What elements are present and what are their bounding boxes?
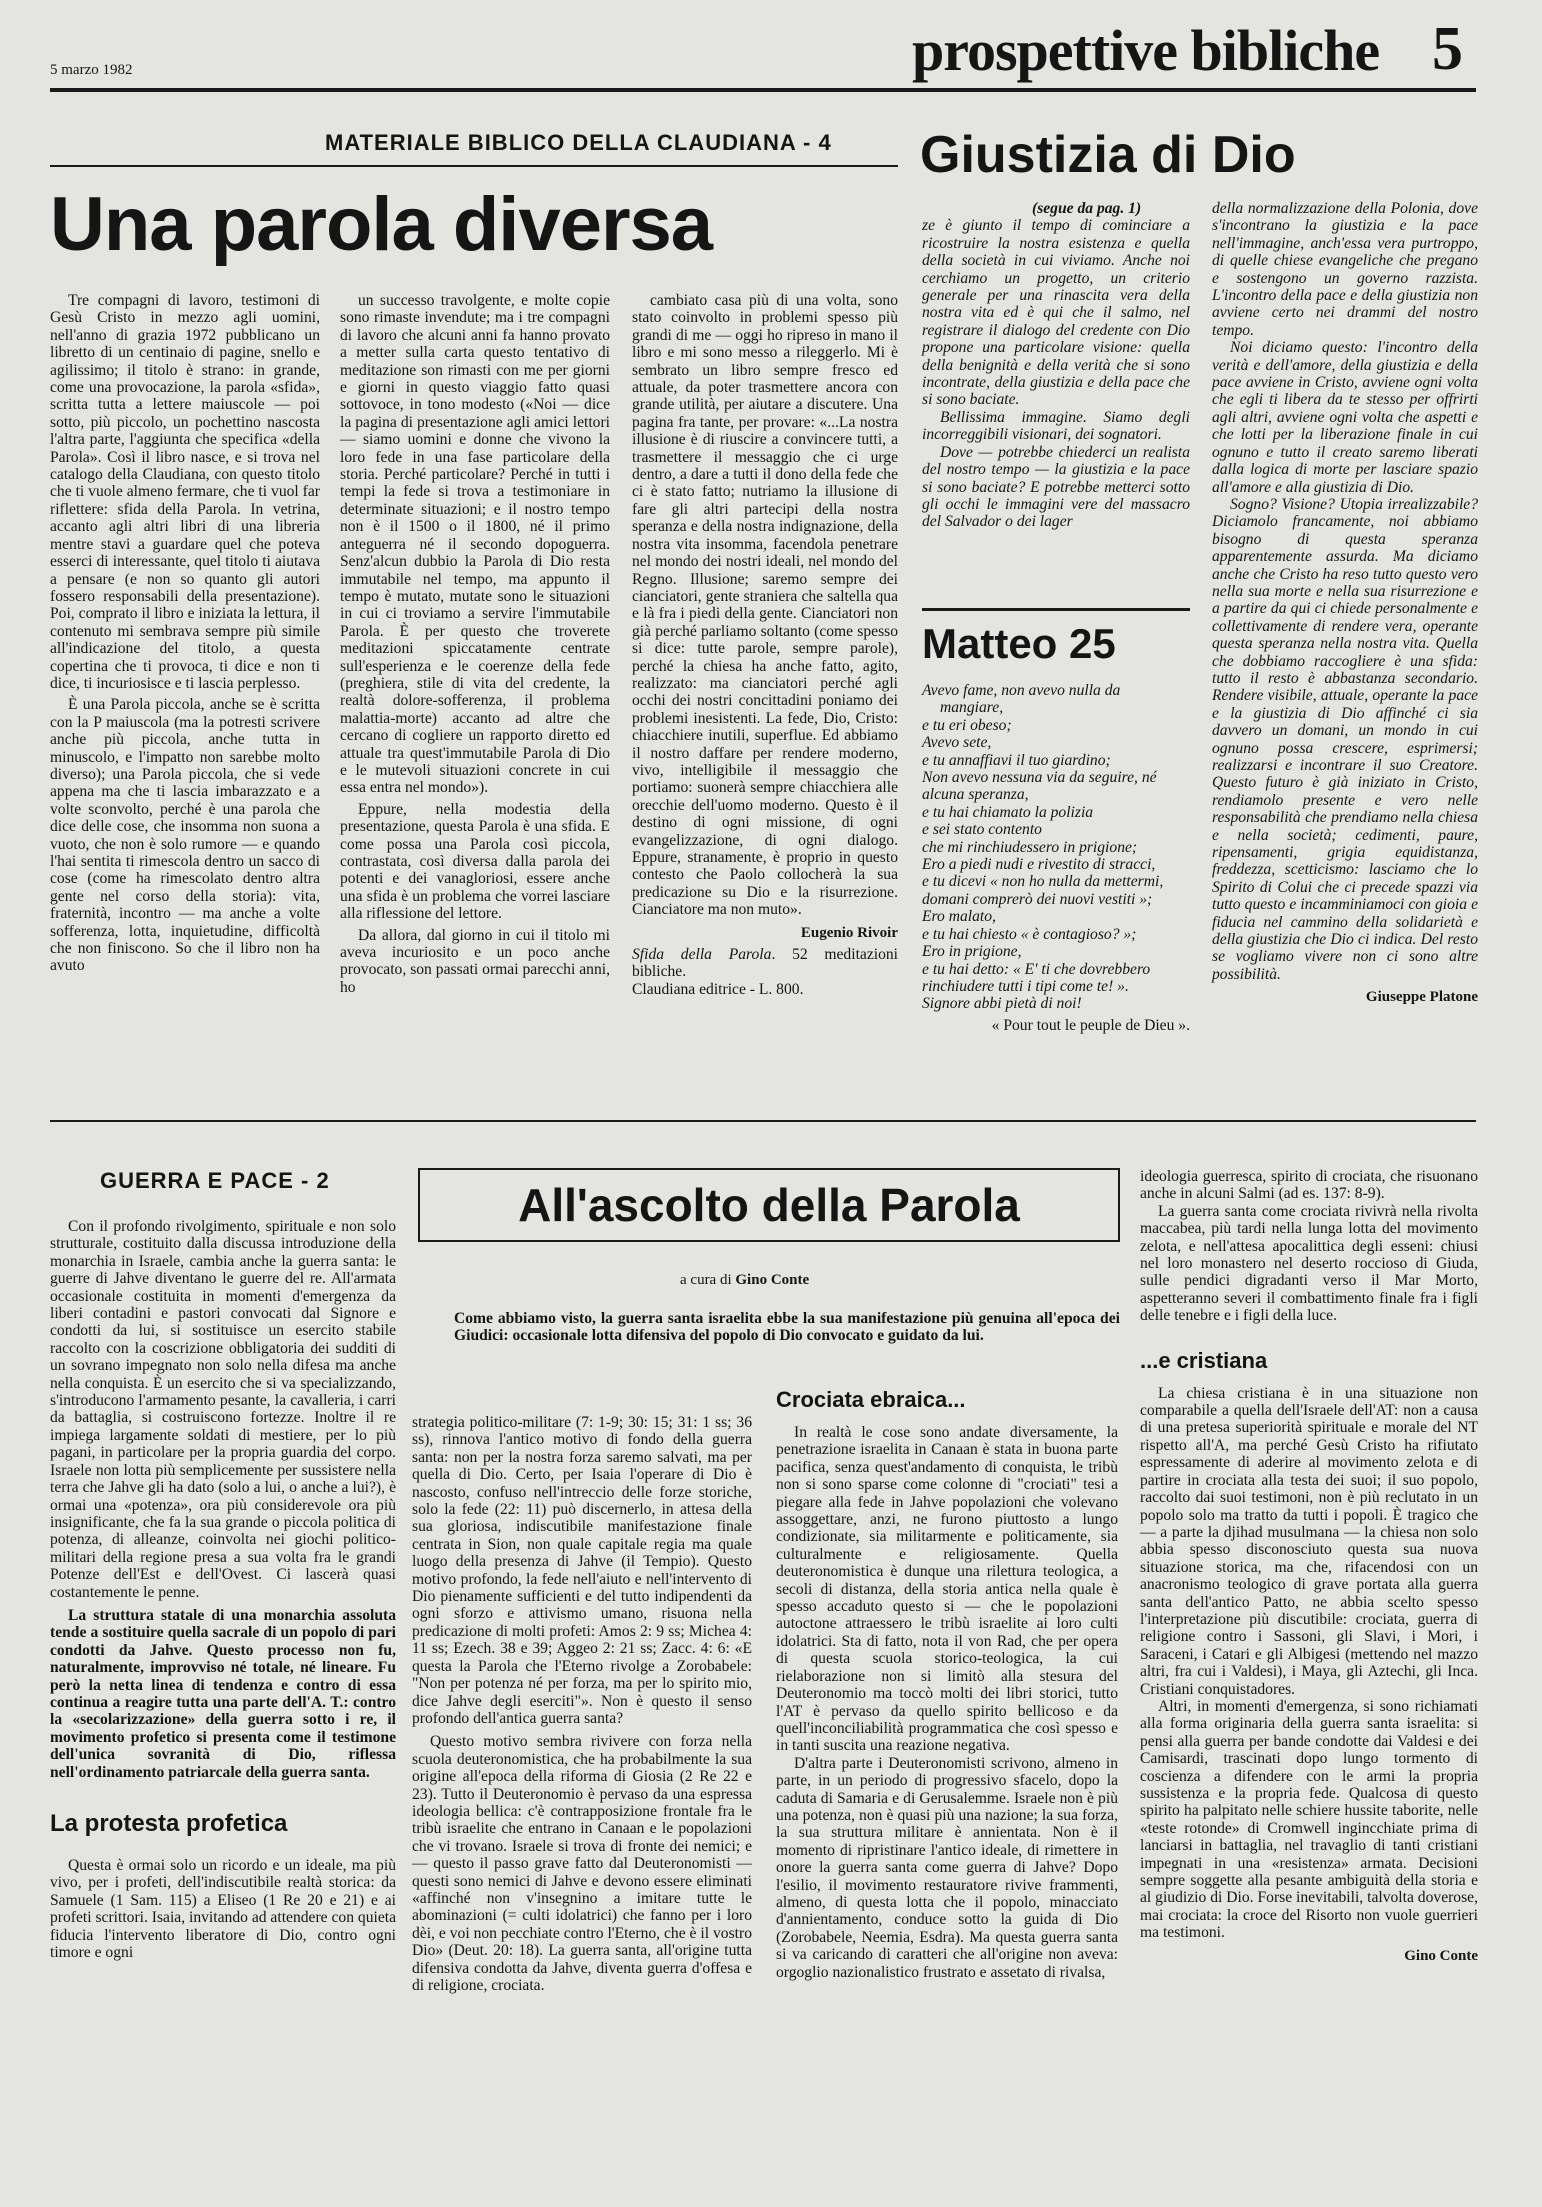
article1-paragraph: cambiato casa più di una volta, sono stato coinvolto in problemi spesso più grandi di me — oggi ho ripreso in mano il libro e mi sono messo a rileggerlo. Mi è sembrato un libro sempre fresco ed attuale, da poter trasmettere ancora con grande utilità, per aiutare a discutere. Una pagina fra tante, per provare: «...La nostra illusione è di riuscire a convincere tutti, a trasmettere il messaggio che ci urge dentro, a dare a tutti il dono della fede che ci è stato fatto; nutriamo la illusione di fare gli altri partecipi della nostra speranza e della nostra indignazione, della nostra vita insomma, facendola penetrare nel mondo dei nostri ideali, nel mondo del Regno. Illusione; saremo sempre dei cianciatori, gente straniera che saltella qua e là fra i piedi della gente. Cianciatori non già perché parliamo soltanto (come spesso si dice: tutte parole, sempre parole), perché la chiesa ha anche fatto, agito, realizzato: ma cianciatori perché agli occhi dei nostri concittadini poniamo dei problemi inesistenti. La fede, Dio, Cristo: chiacchiere inutili, superflue. Ed abbiamo il nostro daffare per rendere moderno, vivo, intelligibile il messaggio che portiamo: suonerà sempre chiacchiera alle orecchie dell'uomo moderno. Questo è il destino di ogni missione, di ogni evangelizzazione, di ogni dialogo. Eppure, stranamente, è proprio in questo contesto che Paolo collocherà la sua predicazione su Dio e la risurrezione. Cianciatore ma non muto». <box>632 292 898 919</box>
poem-line: Avevo fame, non avevo nulla da <box>922 682 1121 699</box>
article1-paragraph: Tre compagni di lavoro, testimoni di Gesù Cristo in mezzo agli uomini, nell'anno di grazia 1972 pubblicano un libretto di un centinaio di pagine, snello e agilissimo; il titolo è strano: in grande, come una provocazione, la parola «sfida», scritta tutta a lettere maiuscole — poi sotto, più piccolo, un pochettino nascosta l'altra parte, l'aggiunta che specifica «della Parola». Così il libro nasce, e si trova nel catalogo della Claudiana, con questo titolo che ti vuole almeno fermare, che ti vuol far riflettere: sfida della Parola. In vetrina, accanto agli altri libri di una libreria mentre stavi a guardare quel che poteva esserci di interessante, quel titolo ti aiutava a pensare (e non so quanto gli autori fossero responsabili della presentazione). Poi, comprato il libro e iniziata la lettura, il contenuto mi sembrava sempre più simile all'indicazione del titolo, a questa copertina che ti provoca, ti dice e non ti dice, ti incuriosisce e ti lascia perplesso. <box>50 292 320 692</box>
article2-paragraph: della normalizzazione della Polonia, dove s'incontrano la giustizia e la pace nell'immagine, anch'essa vera purtroppo, di quelle chiese evangeliche che pregano e sostengono un governo razzista. L'incontro della pace e della giustizia non avviene certo nei drammi del nostro tempo. <box>1212 200 1478 339</box>
poem-line: mangiare, <box>940 699 1004 717</box>
article3-paragraph: Questo motivo sembra rivivere con forza nella scuola deuteronomistica, che ha probabilmente la sua origine all'epoca della riforma di Giosia (2 Re 22 e 23). Tutto il Deuteronomio è pervaso da una espressa ideologia bellica: c'è contrapposizione frontale fra le tribù israelite che entrano in Canaan e le popolazioni che vi trovano. Israele si trova di fronte dei nemici; e — questo il passo grave fatto dal Deuteronomisti — questi sono nemici di Jahve e devono essere eliminati «affinché non v'insegnino a imitare tutte le abominazioni (= culti idolatrici) che fanno per i loro dèi, e voi non pecchiate contro l'Eterno, che è il vostro Dio» (Deut. 20: 18). La guerra santa, all'origine tutta difensiva condotta da Jahve, diventa guerra d'offesa e di religione, crociata. <box>412 1733 752 1994</box>
article3-lead: Come abbiamo visto, la guerra santa israelita ebbe la sua manifestazione più genuina all'epoca dei Giudici: occasionale lotta difensiva del popolo di Dio convocato e guidato da lui. <box>454 1310 1120 1345</box>
article3-paragraph: La chiesa cristiana è in una situazione non comparabile a quella dell'Israele dell'AT: non a causa di una pretesa superiorità spirituale e morale del NT rispetto all'A, ma perché Gesù Cristo ha rifiutato espressamente di aderire al movimento zelota e di partire in crociata alla testa dei suoi; il suo popolo, raccolto dai suoi testimoni, non è più reclutato in un popolo solo ma tratto da tutti i popoli. È tragico che — a parte la djihad musulmana — la chiesa non solo abbia spesso disconosciuto questa sua nuova situazione storica, ma che, rifacendosi con un anacronismo teologico di grave portata alla guerra santa dell'antico Patto, ne abbia scelto spesso l'interpretazione più discutibile: crociata, guerra di religione contro i Sassoni, gli Slavi, i Mori, i Saraceni, i Catari e gli Albigesi (mettendo nel mazzo altri, fra cui i Valdesi), i Maya, gli Aztechi, gli Inca. Cristiani conquistadores. <box>1140 1384 1478 1698</box>
article3-paragraph: La struttura statale di una monarchia assoluta tende a sostituire quella sacrale di un popolo di pari condotti da Jahve. Questo processo non fu, naturalmente, improvviso né totale, né lineare. Fu però la netta linea di tendenza e contro di essa continua a reagire tutta una parte dell'A. T.: contro la «secolarizzazione» della guerra sotto i re, il movimento profetico si presenta come il testimone dell'unica sovranità di Dio, riflessa nell'ordinamento patriarcale della guerra santa. <box>50 1606 396 1781</box>
poem-text <box>922 682 1190 1034</box>
article3-column-4 <box>1140 1168 1478 1965</box>
article3-paragraph: Altri, in momenti d'emergenza, si sono richiamati alla forma originaria della guerra santa israelita: si pensi alla guerra per bande condotte dai Valdesi e dei Camisardi, trascinati dopo lungo tormento di coscienza a difendere con le armi la propria sussistenza e la propria fede. Qualcosa di questo spirito ha palpitato nelle schiere hussite taborite, nelle «teste rotonde» di Cromwell ingincchiate prima di lanciarsi in battaglia, nel travaglio di tanti cristiani impegnati in una «resistenza» armata. Decisioni sempre soggette alla pesante ambiguità della storia e al giudizio di Dio. Forse inevitabili, talvolta doverose, mai crociata: la croce del Risorto non vuole guerrieri ma testimoni. <box>1140 1697 1478 1942</box>
article2-paragraph: Sogno? Visione? Utopia irrealizzabile? Diciamolo francamente, noi abbiamo bisogno di questa speranza apparentemente assurda. Ma diciamo anche che Cristo ha reso tutto questo vero nella sua morte e nella sua risurrezione e a partire da qui ci chiede personalmente e collettivamente di rendere vera, operante questa speranza nella nostra vita. Quella che dobbiamo raccogliere è una sfida: tutto il resto è abbastanza secondario. Rendere visibile, attuale, operante la pace e la giustizia di Dio affinché ci sia davvero un domani, un mondo in cui ognuno possa crescere, esprimersi; realizzarsi e incontrare il suo Creatore. Questo futuro è già iniziato in Cristo, rendiamolo presente e vero nelle responsabilità che prendiamo nella chiesa e nella società; cedimenti, paure, ripensamenti, grigia equidistanza, freddezza, scetticismo: lasciamo che lo Spirito di Colui che ci precede spazzi via tutto questo e incamminiamoci con gioia e fiducia nel cammino della solidarietà e della giustizia che Dio ci indica. Del resto se vogliamo vivere non ci sono altre possibilità. <box>1212 495 1478 983</box>
article3-author: Gino Conte <box>1404 1947 1478 1964</box>
subhead-protesta: La protesta profetica <box>50 1810 288 1837</box>
article1-paragraph: un successo travolgente, e molte copie sono rimaste invendute; ma i tre compagni di lavoro che alcuni anni fa hanno provato a metter sulla carta questo tentativo di meditazione son rimasti con me per giorni e giorni in questo viaggio fatto quasi sottovoce, in tono modesto («Noi — dice la pagina di presentazione agli amici lettori — siamo uomini e donne che vivono la loro fede in una fase particolare della storia. Perché particolare? Perché in tutti i tempi la fede si trova a testimoniare in determinate situazioni; e il nostro tempo non è il 1500 o il 1800, né il primo anteguerra né il secondo dopoguerra. Senz'alcun dubbio la Parola di Dio resta immutabile nel tempo, ma appunto il tempo è mutato, mutate sono le situazioni in cui ci troviamo a servire l'immutabile Parola. È per questo che troverete meditazioni spiccatamente centrate sull'esperienza e le coerenze della fede (preghiera, stile di vita del credente, la realtà dolore-sofferenza, il problema malattia-morte) accanto ad altre che cercano di cogliere un rapporto diretto ed attuale tra quest'immutabile Parola di Dio e le mutevoli situazioni concrete in cui essa entra nel mondo»). <box>340 292 610 797</box>
poem-line: Non avevo nessuna via da seguire, né alcuna speranza, <box>922 769 1157 804</box>
book-info: . 52 meditazioni bibliche. <box>632 946 898 981</box>
article2-paragraph: Noi diciamo questo: l'incontro della verità e dell'amore, della giustizia e della pace avviene in Cristo, avviene ogni volta che egli ti libera da te stesso per offrirti agli altri, avviene ogni volta che aspetti e che lotti per la liberazione finale in cui ognuno e tutto il creato saremo liberati dalla logica di morte per lasciare spazio all'amore e alla giustizia di Dio. <box>1212 339 1478 496</box>
masthead-rule <box>50 88 1476 92</box>
poem-top-rule <box>922 608 1190 611</box>
article2-title: Giustizia di Dio <box>920 126 1296 184</box>
article3-column-1 <box>50 1218 396 1961</box>
poem-line: e tu dicevi « non ho nulla da mettermi, <box>922 873 1164 891</box>
article2-paragraph: ze è giunto il tempo di cominciare a ricostruire la nostra esistenza e quella della società in cui viviamo. Anche noi cerchiamo un progetto, un criterio generale per una rinascita vera della nostra vita ed è qui che il salmo, nel registrare il dialogo del credente con Dio propone una particolare visione: quella della benignità e della verità che si sono incontrate, della giustizia e della pace che si sono baciate. <box>922 217 1190 409</box>
article3-column-2 <box>412 1414 752 1994</box>
article1-title: Una parola diversa <box>50 182 713 267</box>
newspaper-title: prospettive bibliche <box>912 18 1380 83</box>
subhead-cristiana: ...e cristiana <box>1140 1347 1268 1373</box>
book-title: Sfida della Parola <box>632 946 772 964</box>
article1-paragraph: È una Parola piccola, anche se è scritta con la P maiuscola (ma la potresti scrivere anche più piccola, anche tutta in minuscolo, e l'impatto non sarebbe molto diverso); una Parola piccola, che si vede appena ma che ti lascia imbarazzato e a volte sconvolto, perché è una parola che dice delle cose, che insomma non suona a vuoto, che non è solo rumore — e quando l'hai sentita ti rimescola dentro un sacco di cose (come ha rimescolato dentro altra gente nel corso della storia): vita, fraternità, incontro — ma anche a volte sofferenza, lotta, inquietudine, difficoltà che non finiscono. So che il libro non ha avuto <box>50 696 320 975</box>
article2-paragraph: Dove — potrebbe chiederci un realista del nostro tempo — la giustizia e la pace si sono baciate? E potrebbe metterci sotto gli occhi le immagini vere del massacro del Salvador o dei lager <box>922 443 1190 531</box>
poem-line: che mi rinchiudessero in prigione; <box>922 838 1138 856</box>
article1-kicker: MATERIALE BIBLICO DELLA CLAUDIANA - 4 <box>325 130 832 155</box>
article3-column-3 <box>776 1386 1118 1981</box>
page-number: 5 <box>1432 15 1463 83</box>
article3-paragraph: Questa è ormai solo un ricordo e un ideale, ma più vivo, per i profeti, dell'indiscutibile realtà storica: da Samuele (1 Sam. 115) a Eliseo (1 Re 20 e 21) e ai profeti scrittori. Isaia, invitando ad attendere con quieta fiducia l'intervento liberatore di Dio, contro ogni timore e ogni <box>50 1857 396 1962</box>
article2-paragraph: Bellissima immagine. Siamo degli incorreggibili visionari, dei sognatori. <box>922 408 1190 444</box>
section-rule <box>50 1120 1476 1122</box>
article3-paragraph: In realtà le cose sono andate diversamente, la penetrazione israelita in Canaan è stata in buona parte pacifica, senza quest'andamento di conquista, le tribù non si sono sparse come colonne di "crociati" tesi a piegare alla fede in Jahve popolazioni che volevano assoggettare, anzi, ne furono piuttosto a lungo condizionate, sia militarmente e politicamente, sia culturalmente e religiosamente. Quella deuteronomistica è dunque una rilettura teologica, a secoli di distanza, della storia antica nella quale è spesso accaduto questo si — che le popolazioni autoctone attraessero le tribù israelite ai loro culti idolatrici. Sta di fatto, nota il von Rad, che per opera di questa scuola storico-teologica, la cui rielaborazione non si limitò alla stesura del Deuteronomio ma toccò molti dei libri storici, tutto l'AT è pervaso da quello spirito bellicoso e da quell'inconciliabilità programmatica che così spesso e in tanti suscita una reazione negativa. <box>776 1424 1118 1755</box>
article3-paragraph: strategia politico-militare (7: 1-9; 30: 15; 31: 1 ss; 36 ss), rinnova l'antico motivo di fondo della guerra santa: non per la nostra forza saremo salvati, ma per quella di Dio. Certo, per Isaia l'operare di Dio è nascosto, confuso nell'intreccio delle forze storiche, solo la fede (22: 11) può discernerlo, in attesa della sua gloriosa, indiscutibile manifestazione finale centrata in Sion, non quale capitale regia ma quale luogo della presenza di Jahve (il Tempio). Questo motivo profondo, la fede nell'aiuto e nell'intervento di Dio pienamente sufficienti e del tutto indipendenti da ogni sforzo e attivismo umano, risuona nella predicazione di molti profeti: Amos 2: 9 ss; Michea 4: 11 ss; Ezech. 38 e 39; Aggeo 2: 21 ss; Zacc. 4: 6: «E questa la Parola che l'Eterno rivolge a Zorobabele: "Non per potenza né per forza, ma per lo spirito mio, dice Jahve degli eserciti"». Non è questo il senso profondo dell'antica guerra santa? <box>412 1414 752 1727</box>
issue-date: 5 marzo 1982 <box>50 62 133 78</box>
article2-column-2 <box>1212 200 1478 1007</box>
article1-column-3 <box>632 292 898 998</box>
poem-line: e tu eri obeso; <box>922 716 1012 734</box>
article3-paragraph: Con il profondo rivolgimento, spirituale e non solo strutturale, costituito dalla discussa introduzione della monarchia in Israele, cambia anche la guerra santa: le guerre di Jahve diventano le guerre del re. All'armata occasionale costituita in momenti d'emergenza da liberi contadini e pastori convocati dal Signore e condotti da lui, si sostituisce un esercito stabile raccolto con la coscrizione obbligatoria dei sudditi di un sovrano impegnato non solo nella difesa ma anche nella conquista. È un esercito che si va specializzando, s'introducono l'armamento pesante, la cavalleria, i carri da battaglia, si costruiscono fortezze. Inoltre il re impiega largamente soldati di mestiere, per lo più pagani, in particolare per la propria guardia del corpo. Israele non lotta più semplicemente per sussistere nella terra che Jahve gli ha dato (solo a lui, o anche a lui?), è ormai una «potenza», ora più considerevole ora più insignificante, che fa la sua grande o piccola politica di potenza, di alleanze, coinvolta nei giochi politico-militari della regione presa a sua volta fra le grandi Potenze dell'Est e dell'Ovest. Ci lascerà quasi costantemente le penne. <box>50 1218 396 1601</box>
poem-line: Signore abbi pietà di noi! <box>922 995 1082 1013</box>
article1-kicker-rule <box>50 165 898 167</box>
poem-line: domani comprerò dei nuovi vestiti »; <box>922 890 1153 908</box>
byline-name: Gino Conte <box>735 1272 810 1288</box>
poem-line: e tu hai chiesto « è contagioso? »; <box>922 925 1137 943</box>
poem-line: e tu hai chiamato la polizia <box>922 803 1094 821</box>
article1-paragraph: Da allora, dal giorno in cui il titolo mi aveva incuriosito e un poco anche provocato, son passati ormai parecchi anni, ho <box>340 926 610 996</box>
article1-column-2 <box>340 292 610 996</box>
poem-line: e tu hai detto: « E' ti che dovrebbero rinchiudere tutti i tipi come te! ». <box>922 960 1151 995</box>
poem-line: Ero in prigione, <box>922 943 1022 961</box>
poem-line: Avevo sete, <box>922 734 992 752</box>
article1-author: Eugenio Rivoir <box>800 924 898 941</box>
byline-prefix: a cura di <box>680 1272 732 1288</box>
book-publisher: Claudiana editrice - L. 800. <box>632 980 804 998</box>
article2-author: Giuseppe Platone <box>1365 989 1478 1006</box>
poem-line: Ero malato, <box>922 908 996 926</box>
article3-paragraph: La guerra santa come crociata rivivrà nella rivolta maccabea, più tardi nella lunga lotta del movimento zelota, e nell'attesa apocalittica degli esseni: chiusi nel loro monastero nel deserto roccioso di Giuda, sulle pendici digradanti verso il Mar Morto, aspetteranno severi il combattimento finale fra i figli delle tenebre e i figli della luce. <box>1140 1202 1478 1325</box>
poem-line: e tu annaffiavi il tuo giardino; <box>922 751 1111 769</box>
poem-line: e sei stato contento <box>922 821 1042 839</box>
article2-column-1 <box>922 200 1190 531</box>
poem-title: Matteo 25 <box>922 620 1116 667</box>
poem-line: Ero a piedi nudi e rivestito di stracci, <box>922 856 1156 874</box>
article3-paragraph: D'altra parte i Deuteronomisti scrivono, almeno in parte, in un periodo di progressivo sfacelo, dopo la caduta di Samaria e di Gerusalemme. Israele non è più una potenza, non è quasi più una nazione; la sua forza, la sua struttura militare è annientata. Non è il momento di ripristinare l'antico ideale, di rimettere in onore la guerra santa come guerra di Jahve? Dopo l'esilio, il movimento restauratore rivive frammenti, almeno, di questa lotta che il popolo, minacciato d'annientamento, conduce sotto la guida di Dio (Zorobabele, Neemia, Esdra). Ma questa guerra santa si va caricando di caratteri che all'origine non aveva: orgoglio nazionalistico frustrato e assetato di rivalsa, <box>776 1754 1118 1981</box>
article1-paragraph: Eppure, nella modestia della presentazione, questa Parola è una sfida. E come possa una Parola così piccola, contrastata, così diversa dalla parola dei potenti e dei vanagloriosi, essere anche una sfida è un problema che vorrei lasciare alla riflessione del lettore. <box>340 800 610 923</box>
poem-source: « Pour tout le peuple de Dieu ». <box>991 1016 1190 1034</box>
article2-continued: (segue da pag. 1) <box>1032 200 1142 217</box>
article3-paragraph: ideologia guerresca, spirito di crociata, che risuonano anche in alcuni Salmi (ad es. 137: 8-9). <box>1140 1168 1478 1203</box>
article3-title-box <box>418 1168 1120 1242</box>
subhead-crociata-ebraica: Crociata ebraica... <box>776 1387 966 1412</box>
article3-kicker: GUERRA E PACE - 2 <box>100 1168 330 1193</box>
article3-byline <box>680 1272 809 1289</box>
article1-column-1 <box>50 292 320 975</box>
article3-title: All'ascolto della Parola <box>518 1179 1020 1231</box>
